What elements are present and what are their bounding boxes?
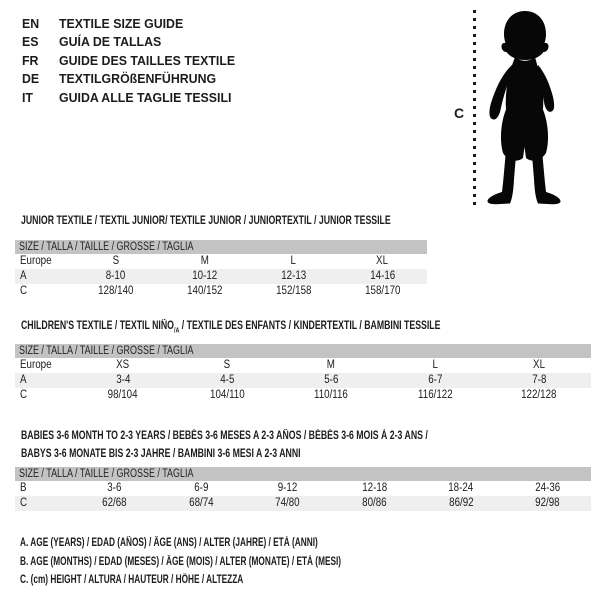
- legend-line-b: B. AGE (MONTHS) / EDAD (MESES) / ÂGE (MOIS) / ALTER (MONATE) / ETÀ (MESI): [20, 555, 342, 568]
- row-label: C: [20, 389, 28, 401]
- table-row-europe: [15, 254, 427, 269]
- language-code: EN: [22, 15, 40, 31]
- table-title-line: JUNIOR TEXTILE / TEXTIL JUNIOR/ TEXTILE JUNIOR / JUNIORTEXTIL / JUNIOR TESSILE: [21, 215, 391, 227]
- language-code: ES: [22, 34, 39, 50]
- table-cell: 116/122: [417, 389, 453, 401]
- table-title-line: BABYS 3-6 MONATE BIS 2-3 JAHRE / BAMBINI 3-6 MESI A 2-3 ANNI: [21, 448, 301, 460]
- table-cell: 140/152: [186, 285, 223, 297]
- table-cell: 12-13: [280, 270, 306, 282]
- table-cell: 86/92: [448, 497, 474, 509]
- children-size-table: [15, 344, 591, 403]
- legend-line-a: A. AGE (YEARS) / EDAD (AÑOS) / ÂGE (ANS) / ALTER (JAHRE) / ETÀ (ANNI): [20, 537, 318, 549]
- table-cell: L: [290, 255, 297, 267]
- table-cell: 5-6: [323, 374, 339, 386]
- children-table-title: [21, 320, 591, 333]
- table-cell: 9-12: [277, 482, 298, 494]
- size-header-bar: SIZE / TALLA / TAILLE / GRÖSSE / TAGLIA: [15, 240, 427, 254]
- junior-textile-table-section: [15, 215, 427, 299]
- table-row-c: [15, 284, 427, 299]
- height-marker-label: C: [454, 105, 465, 121]
- language-label: TEXTILGRÖßENFÜHRUNG: [59, 71, 217, 87]
- table-cell: 3-6: [107, 482, 122, 494]
- language-code: FR: [22, 52, 39, 68]
- table-cell: 104/110: [209, 389, 245, 401]
- table-cell: XL: [533, 359, 545, 371]
- table-cell: 12-18: [361, 482, 387, 494]
- size-header-bar: SIZE / TALLA / TAILLE / GRÖSSE / TAGLIA: [15, 467, 591, 481]
- table-cell: 14-16: [369, 270, 395, 282]
- table-row-a: [15, 269, 427, 284]
- table-row-a: [15, 373, 591, 388]
- language-row-en: [22, 14, 244, 33]
- row-label: A: [20, 374, 27, 386]
- table-cell: M: [200, 255, 209, 267]
- table-cell: 158/170: [364, 285, 401, 297]
- toddler-silhouette-image: [479, 11, 569, 209]
- language-label: GUÍA DE TALLAS: [59, 34, 162, 50]
- table-cell: L: [432, 359, 438, 371]
- table-title-line: BABIES 3-6 MONTH TO 2-3 YEARS / BEBÉS 3-6 MESES A 2-3 AÑOS / BÉBÉS 3-6 MOIS À 2-3 ANS /: [21, 430, 428, 442]
- toddler-silhouette-shape: [487, 11, 560, 204]
- babies-textile-table-section: [15, 427, 591, 511]
- language-label: TEXTILE SIZE GUIDE: [59, 15, 184, 31]
- table-cell: 74/80: [275, 497, 300, 509]
- table-cell: 3-4: [115, 374, 131, 386]
- table-row-b: [15, 481, 591, 496]
- table-cell: 80/86: [362, 497, 387, 509]
- table-cell: S: [112, 255, 119, 267]
- row-label: C: [20, 285, 28, 297]
- table-cell: 98/104: [108, 389, 138, 401]
- table-cell: 128/140: [97, 285, 134, 297]
- language-row-de: [22, 70, 244, 89]
- table-cell: 68/74: [188, 497, 214, 509]
- children-textile-table-section: [15, 320, 591, 403]
- table-cell: 18-24: [448, 482, 474, 494]
- row-label: Europe: [20, 359, 52, 371]
- row-label: C: [20, 497, 28, 509]
- height-measure-dashed-line: [473, 10, 476, 208]
- table-cell: 92/98: [535, 497, 560, 509]
- table-cell: S: [223, 359, 231, 371]
- table-title-line: CHILDREN'S TEXTILE / TEXTIL $NIÑO_{/A}$ / TEXTILE DES ENFANTS / KINDERTEXTIL / BAMBINI TESSILE: [21, 320, 441, 335]
- language-label: GUIDA ALLE TAGLIE TESSILI: [59, 89, 232, 105]
- table-cell: 110/116: [314, 389, 348, 401]
- table-cell: 62/68: [102, 497, 127, 509]
- table-cell: M: [326, 359, 336, 371]
- table-cell: 7-8: [531, 374, 547, 386]
- junior-table-title: [21, 215, 427, 228]
- table-row-c: [15, 496, 591, 511]
- legend-line-c: C. (cm) HEIGHT / ALTURA / HAUTEUR / HÖHE / ALTEZZA: [20, 574, 244, 586]
- language-row-it: [22, 88, 244, 107]
- table-cell: XS: [116, 359, 130, 371]
- row-label: A: [20, 270, 27, 282]
- babies-size-table: [15, 467, 591, 511]
- legend-block: [20, 534, 466, 590]
- table-cell: XL: [376, 255, 389, 267]
- language-code: DE: [22, 71, 40, 87]
- table-cell: 24-36: [535, 482, 561, 494]
- babies-table-title: [21, 427, 591, 463]
- table-cell: 4-5: [219, 374, 235, 386]
- row-label: Europe: [20, 255, 52, 267]
- table-row-europe: [15, 358, 591, 373]
- language-label: GUIDE DES TAILLES TEXTILE: [59, 52, 236, 68]
- language-title-block: [22, 14, 244, 107]
- size-header-bar: SIZE / TALLA / TAILLE / GRÖSSE / TAGLIA: [15, 344, 591, 358]
- table-cell: 10-12: [191, 270, 217, 282]
- table-cell: 6-7: [427, 374, 443, 386]
- table-cell: 6-9: [193, 482, 209, 494]
- language-row-fr: [22, 51, 244, 70]
- table-row-c: [15, 388, 591, 403]
- table-cell: 152/158: [275, 285, 312, 297]
- table-cell: 8-10: [105, 270, 126, 282]
- language-code: IT: [22, 89, 33, 105]
- language-row-es: [22, 33, 244, 52]
- table-cell: 122/128: [521, 389, 557, 401]
- row-label: B: [20, 482, 27, 494]
- junior-size-table: [15, 240, 427, 299]
